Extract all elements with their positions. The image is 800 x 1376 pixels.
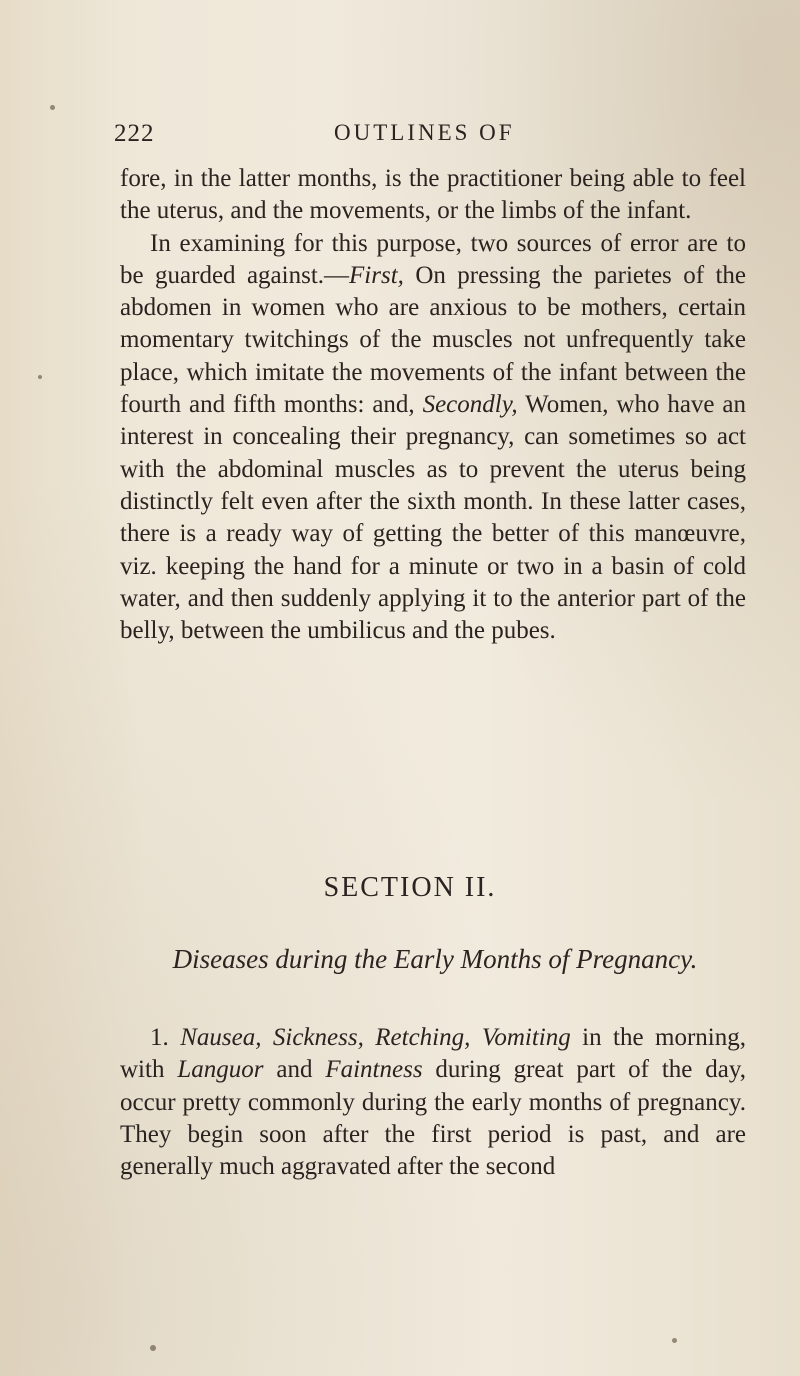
paragraph-continuation: fore, in the latter months, is the practitioner being able to feel the uterus, and the movements, or the limbs of the infant. xyxy=(120,165,746,225)
paper-speck xyxy=(672,1338,677,1343)
nausea-text-c: during great part of the day, occur pretty commonly during the early months of pregnancy. They begin soon after the first period is past, and are generally much aggravated after the second xyxy=(120,1056,746,1181)
paper-speck xyxy=(38,375,42,379)
sickness-terms: Sickness, Retching, Vomiting xyxy=(261,1024,571,1051)
languor-term: Languor xyxy=(177,1056,264,1084)
body-text xyxy=(120,163,746,647)
paragraph-examining xyxy=(120,228,746,648)
nausea-term: Nausea, xyxy=(180,1024,262,1051)
paper-speck xyxy=(150,1345,156,1351)
running-title: OUTLINES OF xyxy=(334,120,515,145)
faintness-term: Faintness xyxy=(325,1056,423,1084)
secondly-emphasis: Secondly, xyxy=(422,391,518,419)
para2-text-a: In examining for this purpose, two sources of error are to be guarded against.— xyxy=(120,229,746,289)
page-number: 222 xyxy=(114,120,155,147)
para2-text-b: On pressing the parietes of the abdomen in women who are anxious to be mothers, certain momentary twitchings of the muscles not unfrequently take place, which imitate the movements of the infant between the fourth and fifth months: and, xyxy=(120,261,746,419)
item-number: 1. xyxy=(150,1024,181,1051)
paragraph-nausea xyxy=(120,1022,746,1183)
para2-text-c: Women, who have an interest in concealing their pregnancy, can sometimes so act with the abdominal muscles as to prevent the uterus being distinctly felt even after the sixth month. In these latter cases, there is a ready way of getting the better of this manœuvre, viz. keeping the hand for a minute or two in a basin of cold water, and then suddenly applying it to the anterior part of the belly, between the umbilicus and the pubes. xyxy=(120,391,746,645)
nausea-text-b: and xyxy=(263,1056,326,1084)
section-heading: SECTION II. xyxy=(323,872,497,903)
section-body xyxy=(120,1022,746,1183)
section-subtitle: Diseases during the Early Months of Pregnancy. xyxy=(172,944,698,974)
nausea-text-a: in the morning, with xyxy=(120,1024,746,1084)
paper-speck xyxy=(50,105,55,110)
running-head xyxy=(114,120,754,150)
first-emphasis: First, xyxy=(349,261,404,289)
